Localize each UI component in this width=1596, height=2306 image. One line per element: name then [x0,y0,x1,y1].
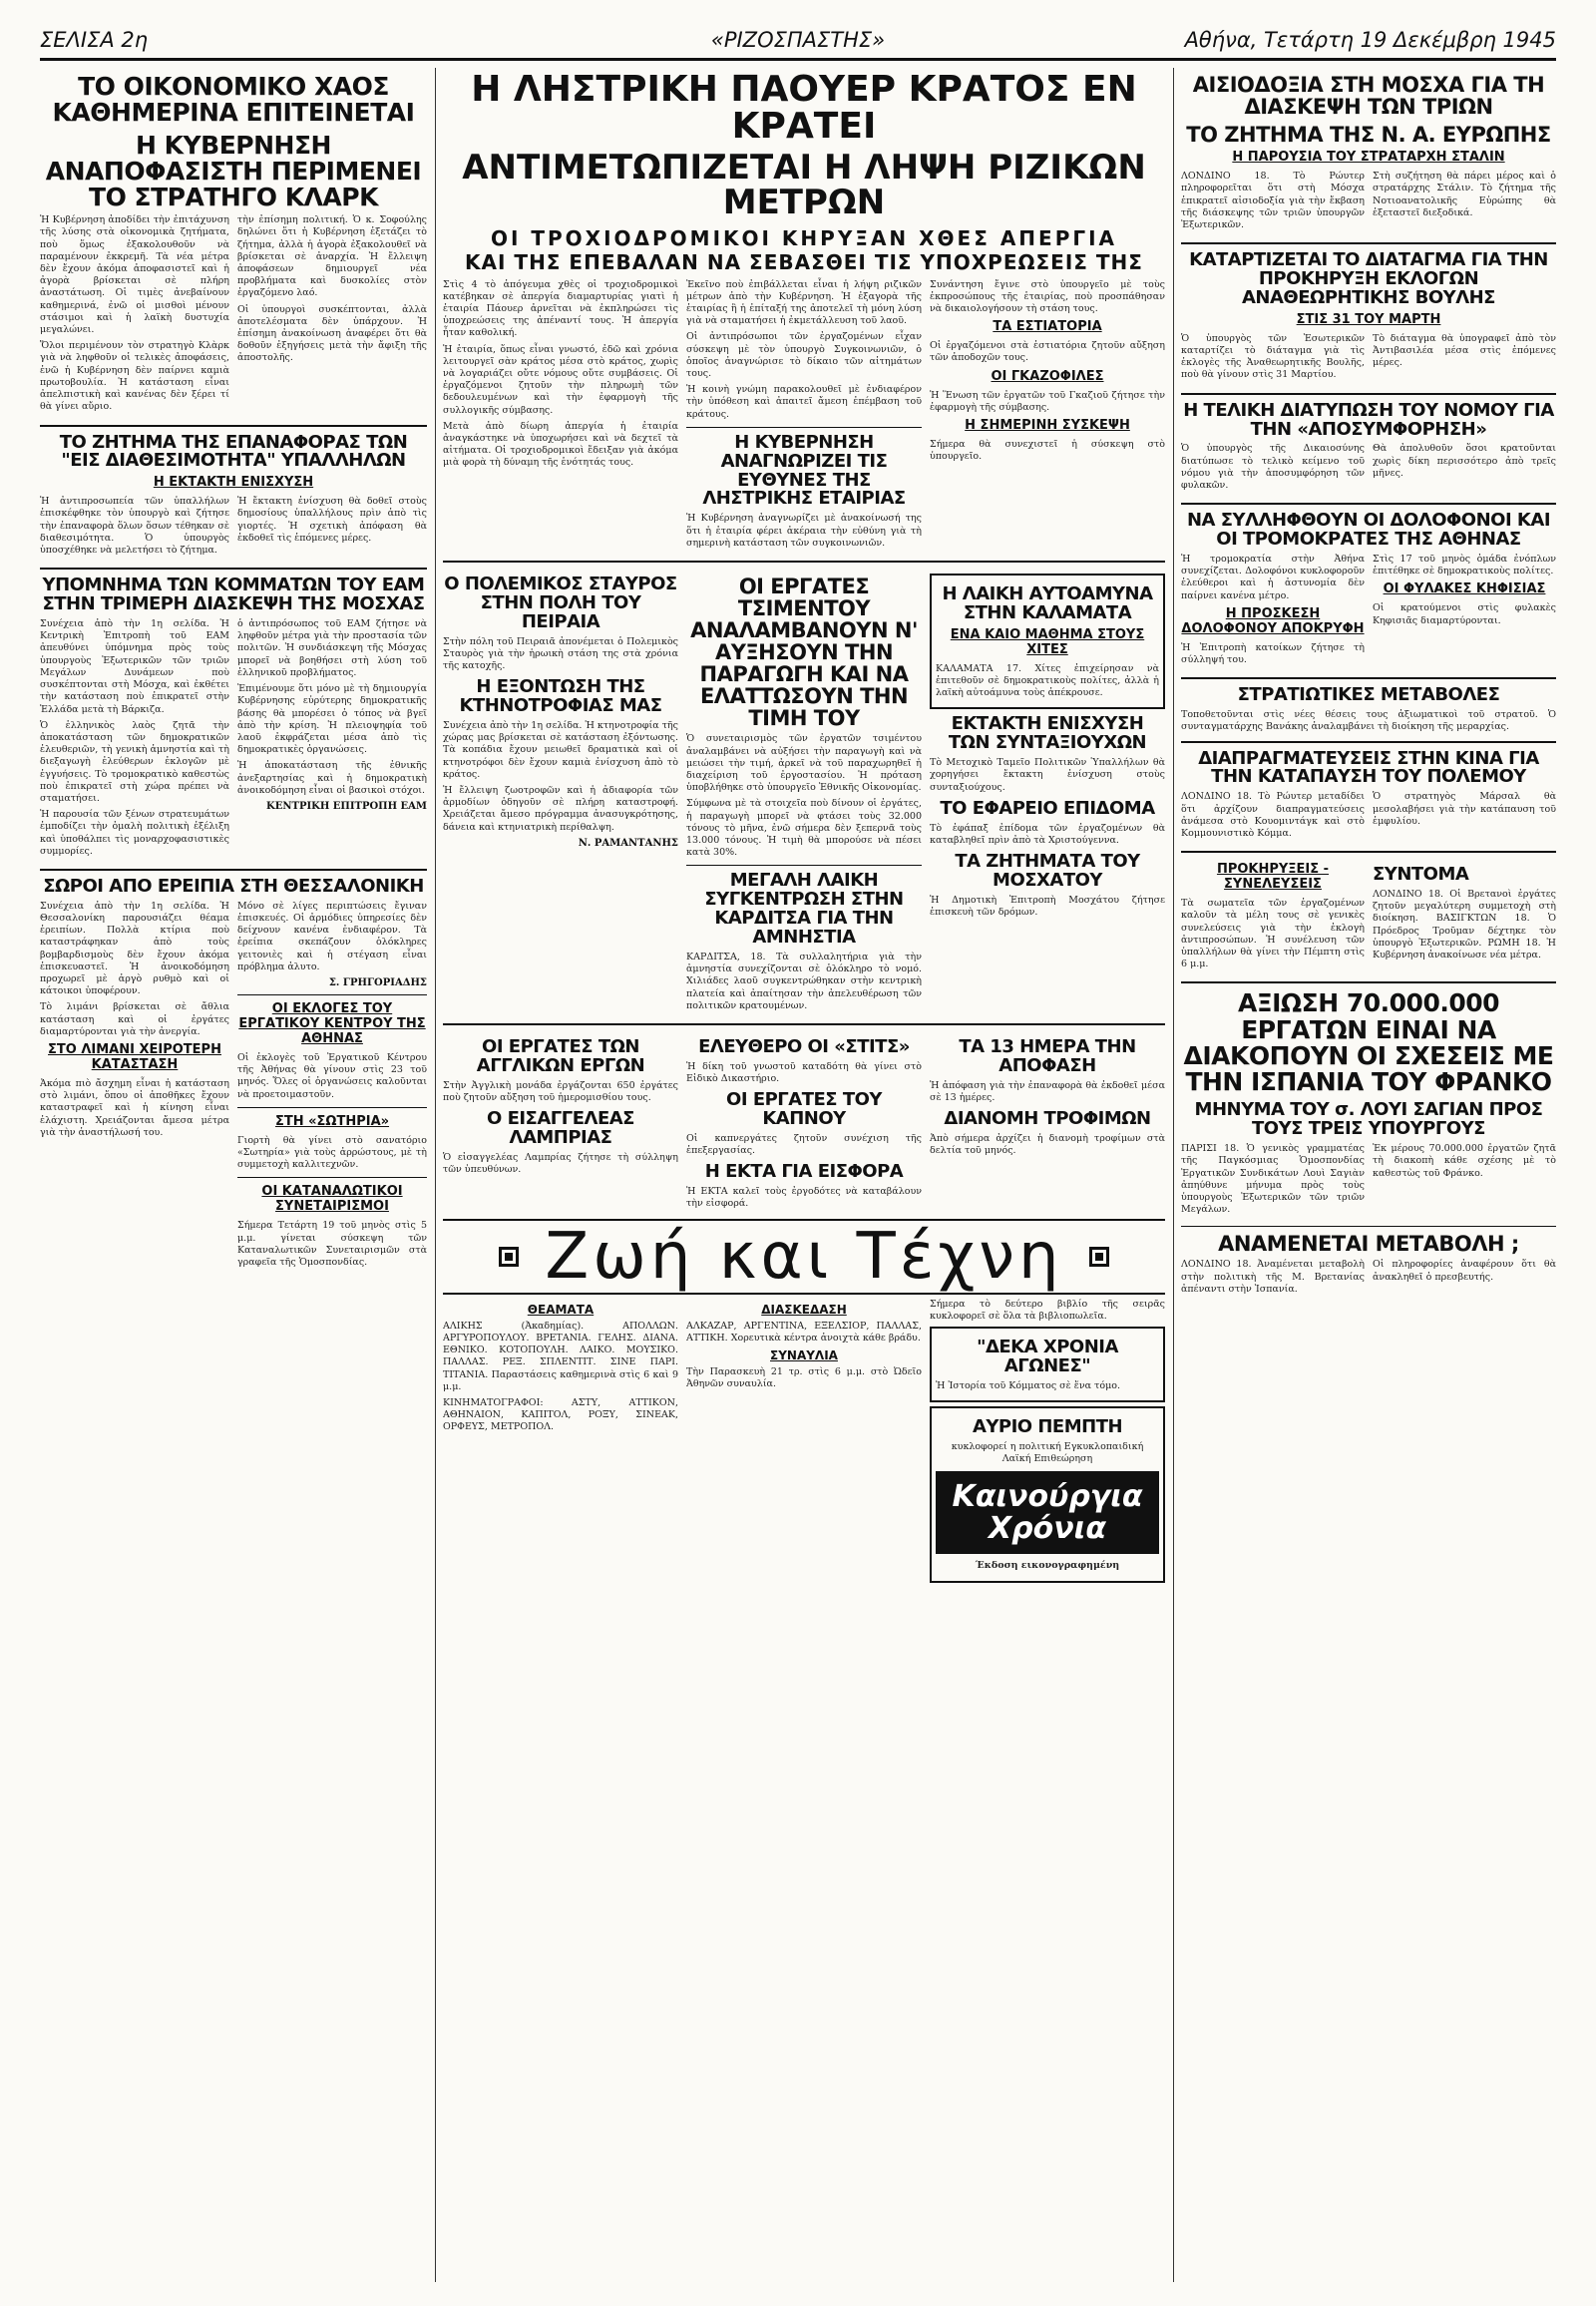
article-text: ΚΙΝΗΜΑΤΟΓΡΑΦΟΙ: ΑΣΤΥ, ΑΤΤΙΚΟΝ, ΑΘΗΝΑΙΟΝ, ΚΑΠΙΤΟΛ, ΡΟΞΥ, ΣΙΝΕΑΚ, ΟΡΦΕΥΣ, ΜΕΤΡΟΠΟΛ. [443,1396,678,1433]
headline-contribution: Η ΕΚΤΑ ΓΙΑ ΕΙΣΦΟΡΑ [704,1161,904,1183]
subheadline-prisons: ΟΙ ΦΥΛΑΚΕΣ ΚΗΦΙΣΙΑΣ [1383,581,1546,597]
section-title: Ζωή και Τέχνη [545,1219,1063,1294]
headline-moscow-optimism: ΑΙΣΙΟΔΟΞΙΑ ΣΤΗ ΜΟΣΧΑ ΓΙΑ ΤΗ ΔΙΑΣΚΕΨΗ ΤΩΝ ΤΡΙΩΝ [1192,73,1545,120]
article-text: Οἱ ἐργαζόμενοι στὰ ἑστιατόρια ζητοῦν αὔξηση τῶν ἀποδοχῶν τους. [930,340,1165,364]
headline-livestock: Η ΕΞΟΝΤΩΣΗ ΤΗΣ ΚΤΗΝΟΤΡΟΦΙΑΣ ΜΑΣ [459,676,662,717]
article-text: Οἱ κρατούμενοι στὶς φυλακὲς Κηφισιᾶς διαμαρτύρονται. [1373,602,1556,626]
subheadline-restaurants: ΤΑ ΕΣΤΙΑΤΟΡΙΑ [993,319,1102,335]
article-text: Γιορτὴ θὰ γίνει στὸ σανατόριο «Σωτηρία» γιὰ τοὺς ἀρρώστους, μὲ τὴ συμμετοχὴ καλλιτεχνῶν. [237,1134,427,1171]
article-text: Ὁ στρατηγὸς Μάρσαλ θὰ μεσολαβήσει γιὰ τὴν κατάπαυση τοῦ ἐμφυλίου. [1373,791,1556,827]
left-column [40,68,427,2286]
subheadline-extra-aid: Η ΕΚΤΑΚΤΗ ΕΝΙΣΧΥΣΗ [153,475,314,491]
article-text: Τὰ σωματεῖα τῶν ἐργαζομένων καλοῦν τὰ μέλη τους σὲ γενικὲς συνελεύσεις γιὰ τὴν ἐκλογὴ ἀντιπροσώπων. Ἡ συνέλευση τῶν ὑπαλλήλων θὰ γίνει τὴν Πέμπτη στὶς 6 μ.μ. [1181,898,1365,970]
headline-obligations: ΚΑΙ ΤΗΣ ΕΠΕΒΑΛΑΝ ΝΑ ΣΕΒΑΣΘΕΙ ΤΙΣ ΥΠΟΧΡΕΩΣΕΙΣ ΤΗΣ [465,250,1143,275]
headline-economic-chaos: ΤΟ ΟΙΚΟΝΟΜΙΚΟ ΧΑΟΣ ΚΑΘΗΜΕΡΙΝΑ ΕΠΙΤΕΙΝΕΤΑΙ [52,72,415,128]
headline-se-europe: ΤΟ ΖΗΤΗΜΑ ΤΗΣ Ν. Α. ΕΥΡΩΠΗΣ [1186,123,1551,148]
subheadline-cooperatives: ΟΙ ΚΑΤΑΝΑΛΩΤΙΚΟΙ ΣΥΝΕΤΑΙΡΙΣΜΟΙ [261,1184,403,1215]
issue-date: Αθήνα, Τετάρτη 19 Δεκέμβρη 1945 [1184,28,1556,52]
article-text: τὴν ἐπίσημη πολιτική. Ὁ κ. Σοφούλης δηλώνει ὅτι ἡ Κυβέρνηση ἐξετάζει τὸ ζήτημα, ἀλλὰ ἡ ἀγορὰ ἐξακολουθεῖ νὰ βρίσκεται σὲ ἀναρχία. Ἡ ἔλλειψη ἀποφάσεων δημιουργεῖ νέα προβλήματα καὶ δυσκολίες στὸν ἐργαζόμενο λαό. [237,214,427,299]
headline-karditsa: ΜΕΓΑΛΗ ΛΑΙΚΗ ΣΥΓΚΕΝΤΡΩΣΗ ΣΤΗΝ ΚΑΡΔΙΤΣΑ ΓΙΑ ΤΗΝ ΑΜΝΗΣΤΙΑ [704,870,904,948]
headline-power-company: Η ΛΗΣΤΡΙΚΗ ΠΑΟΥΕΡ ΚΡΑΤΟΣ ΕΝ ΚΡΑΤΕΙ [471,69,1137,147]
article-text: Συνέχεια ἀπὸ τὴν 1η σελίδα. Ἡ Θεσσαλονίκη παρουσιάζει θέαμα ἐρειπίων. Πολλὰ κτίρια ποὺ καταστράφηκαν ἀπὸ τοὺς βομβαρδισμοὺς δὲν ἔχουν ἀκόμα ἐπισκευαστεῖ. Ἡ ἀνοικοδόμηση προχωρεῖ μὲ ἀργὸ ρυθμὸ καὶ οἱ κάτοικοι ὑποφέρουν. [40,900,229,997]
headline-moschato: ΤΑ ΖΗΤΗΜΑΤΑ ΤΟΥ ΜΟΣΧΑΤΟΥ [955,851,1140,891]
ad-line: ΑΥΡΙΟ ΠΕΜΠΤΗ [972,1416,1123,1438]
article-text: Ὁ ὑπουργὸς τῆς Δικαιοσύνης διατύπωσε τὸ τελικὸ κείμενο τοῦ νόμου γιὰ τὴν ἀποσυμφόρηση τῶν φυλακῶν. [1181,443,1365,492]
headline-kalamata: Η ΛΑΙΚΗ ΑΥΤΟΑΜΥΝΑ ΣΤΗΝ ΚΑΛΑΜΑΤΑ [942,582,1153,623]
headline-government-responsibility: Η ΚΥΒΕΡΝΗΣΗ ΑΝΑΓΝΩΡΙΖΕΙ ΤΙΣ ΕΥΘΥΝΕΣ ΤΗΣ ΛΗΣΤΡΙΚΗΣ ΕΤΑΙΡΙΑΣ [702,431,906,510]
headline-cement-workers: ΟΙ ΕΡΓΑΤΕΣ ΤΣΙΜΕΝΤΟΥ ΑΝΑΛΑΜΒΑΝΟΥΝ Ν' ΑΥΞΗΣΟΥΝ ΤΗΝ ΠΑΡΑΓΩΓΗ ΚΑΙ ΝΑ ΕΛΑΤΤΩΣΟΥΝ ΤΗΝ ΤΙΜΗ ΤΟΥ [690,574,918,731]
article-text: ΑΛΚΑΖΑΡ, ΑΡΓΕΝΤΙΝΑ, ΕΞΕΛΣΙΟΡ, ΠΑΛΛΑΣ, ΑΤΤΙΚΗ. Χορευτικὰ κέντρα ἀνοιχτὰ κάθε βράδυ. [686,1320,922,1344]
article-text: Συνέχεια ἀπὸ τὴν 1η σελίδα. Ἡ κτηνοτροφία τῆς χώρας μας βρίσκεται σὲ κατάσταση ἐξόντωσης. Τὰ κοπάδια ἔχουν μειωθεῖ δραματικὰ καὶ οἱ κτηνοτρόφοι δὲν ἔχουν καμιὰ ἐνίσχυση ἀπὸ τὸ κράτος. [443,720,678,780]
article-text: Ἡ Ἱστορία τοῦ Κόμματος σὲ ἕνα τόμο. [936,1379,1120,1391]
subheadline-meeting: Η ΣΗΜΕΡΙΝΗ ΣΥΣΚΕΨΗ [965,417,1130,433]
center-column [443,68,1165,2286]
article-text: Ἡ δίκη τοῦ γνωστοῦ καταδότη θὰ γίνει στὸ Εἰδικὸ Δικαστήριο. [686,1060,922,1084]
article-text: ΚΑΛΑΜΑΤΑ 17. Χίτες ἐπιχείρησαν νὰ ἐπιτεθοῦν σὲ δημοκρατικοὺς πολίτες, ἀλλὰ ἡ λαϊκὴ αὐτοάμυνα τοὺς ἀπέκρουσε. [936,662,1159,699]
subheadline-sotiria: ΣΤΗ «ΣΩΤΗΡΙΑ» [274,1113,390,1129]
headline-allowance: ΤΟ ΕΦΑΡΕΙΟ ΕΠΙΔΟΜΑ [940,797,1155,819]
headline-election-decree: ΚΑΤΑΡΤΙΖΕΤΑΙ ΤΟ ΔΙΑΤΑΓΜΑ ΓΙΑ ΤΗΝ ΠΡΟΚΗΡΥΞΗ ΕΚΛΟΓΩΝ ΑΝΑΘΕΩΡΗΤΙΚΗΣ ΒΟΥΛΗΣ [1189,249,1548,308]
headline-tobacco: ΟΙ ΕΡΓΑΤΕΣ ΤΟΥ ΚΑΠΝΟΥ [726,1089,882,1130]
article-text: Ἡ Κυβέρνηση ἀποδίδει τὴν ἐπιτάχυνση τῆς λύσης στὰ οἰκονομικὰ ζητήματα, ποὺ ὅμως ἐξακολουθοῦν νὰ παραμένουν ἐκκρεμῆ. Τὰ νέα μέτρα δὲν ἔχουν ἀκόμα ἀποφασιστεῖ καὶ ἡ ἀγορὰ βρίσκεται σὲ πλήρη ἀναστάτωση. Οἱ τιμὲς ἀνεβαίνουν καθημερινά, ἐνῶ οἱ μισθοὶ μένουν στάσιμοι καὶ ἡ λαϊκὴ δυστυχία μεγαλώνει. [40,214,229,336]
section-banner-life-and-art [443,1219,1165,1295]
headline-radical-measures: ΑΝΤΙΜΕΤΩΠΙΖΕΤΑΙ Η ΛΗΨΗ ΡΙΖΙΚΩΝ ΜΕΤΡΩΝ [462,148,1146,223]
box-ten-years [930,1327,1165,1402]
article-text: Ἐπιμένουμε ὅτι μόνο μὲ τὴ δημιουργία Κυβέρνησης εὐρύτερης δημοκρατικῆς βάσης θὰ μπορέσει ὁ τόπος νὰ βγεῖ ἀπὸ τὴν κρίση. Ἡ πλειοψηφία τοῦ λαοῦ ἐκφράζεται μέσα ἀπὸ τὶς δημοκρατικὲς ὀργανώσεις. [237,683,427,756]
headline-franco-spain: ΑΞΙΩΣΗ 70.000.000 ΕΡΓΑΤΩΝ ΕΙΝΑΙ ΝΑ ΔΙΑΚΟΠΟΥΝ ΟΙ ΣΧΕΣΕΙΣ ΜΕ ΤΗΝ ΙΣΠΑΝΙΑ ΤΟΥ ΦΡΑΝΚΟ [1183,988,1554,1097]
article-text: Ὅλοι περιμένουν τὸν στρατηγὸ Κλὰρκ γιὰ νὰ ληφθοῦν οἱ τελικὲς ἀποφάσεις, ἐνῶ ἡ Κυβέρνηση δὲν παίρνει καμιὰ πρωτοβουλία. Ἡ κατάσταση εἶναι ἀπελπιστικὴ καὶ κανένας δὲν ξέρει τί θὰ γίνει αὔριο. [40,340,229,413]
headline-china: ΔΙΑΠΡΑΓΜΑΤΕΥΣΕΙΣ ΣΤΗΝ ΚΙΝΑ ΓΙΑ ΤΗΝ ΚΑΤΑΠΑΥΣΗ ΤΟΥ ΠΟΛΕΜΟΥ [1198,747,1539,788]
subheadline-kalamata: ΕΝΑ ΚΑΙΟ ΜΑΘΗΜΑ ΣΤΟΥΣ ΧΙΤΕΣ [950,626,1145,657]
subheadline-port: ΣΤΟ ΛΙΜΑΝΙ ΧΕΙΡΟΤΕΡΗ ΚΑΤΑΣΤΑΣΗ [48,1042,221,1073]
headline-government: Η ΚΥΒΕΡΝΗΣΗ ΑΝΑΠΟΦΑΣΙΣΤΗ ΠΕΡΙΜΕΝΕΙ ΤΟ ΣΤΡΑΤΗΓΟ ΚΛΑΡΚ [45,130,422,211]
subheadline-theatres: ΘΕΑΜΑΤΑ [527,1302,595,1317]
page-number: ΣΕΛΙΣΑ 2η [40,28,149,52]
box-new-years-magazine [930,1406,1165,1583]
newspaper-title: «ΡΙΖΟΣΠΑΣΤΗΣ» [710,28,886,52]
article-text: Οἱ ἀντιπρόσωποι τῶν ἐργαζομένων εἶχαν σύσκεψη μὲ τὸν ὑπουργὸ Συγκοινωνιῶν, ὁ ὁποῖος ἀναγνώρισε τὸ δίκαιο τῶν αἰτημάτων τους. [686,331,922,379]
headline-briefly: ΣΥΝΤΟΜΑ [1373,864,1469,886]
headline-pensioners: ΕΚΤΑΚΤΗ ΕΝΙΣΧΥΣΗ ΤΩΝ ΣΥΝΤΑΞΙΟΥΧΩΝ [948,713,1147,754]
subheadline-stalin: Η ΠΑΡΟΥΣΙΑ ΤΟΥ ΣΤΡΑΤΑΡΧΗ ΣΤΑΛΙΝ [1232,150,1505,166]
article-text: Οἱ καπνεργάτες ζητοῦν συνέχιση τῆς ἐπεξεργασίας. [686,1132,922,1157]
article-text: ΛΟΝΔΙΝΟ 18. Τὸ Ρώυτερ μεταδίδει ὅτι ἀρχίζουν διαπραγματεύσεις ἀνάμεσα στὸ Κουομιντάγκ καὶ στὸ Κομμουνιστικὸ Κόμμα. [1181,791,1365,839]
headline-eam-memorandum: ΥΠΟΜΝΗΜΑ ΤΩΝ ΚΟΜΜΑΤΩΝ ΤΟΥ ΕΑΜ ΣΤΗΝ ΤΡΙΜΕΡΗ ΔΙΑΣΚΕΨΗ ΤΗΣ ΜΟΣΧΑΣ [42,575,425,615]
box-kalamata [930,574,1165,709]
article-text: Σήμερα Τετάρτη 19 τοῦ μηνὸς στὶς 5 μ.μ. γίνεται σύσκεψη τῶν Καταναλωτικῶν Συνεταιρισμῶν στὰ γραφεῖα τῆς Ὁμοσπονδίας. [237,1220,427,1269]
article-text: ὁ ἀντιπρόσωπος τοῦ ΕΑΜ ζήτησε νὰ ληφθοῦν μέτρα γιὰ τὴν προστασία τῶν πολιτῶν. Ἡ συνδιάσκεψη τῆς Μόσχας μπορεῖ νὰ βοηθήσει στὴ λύση τοῦ ἑλληνικοῦ προβλήματος. [237,618,427,678]
headline-military-changes: ΣΤΡΑΤΙΩΤΙΚΕΣ ΜΕΤΑΒΟΛΕΣ [1237,684,1500,706]
ad-footer: Έκδοση εικονογραφημένη [975,1560,1120,1572]
article-text: Τὸ Μετοχικὸ Ταμεῖο Πολιτικῶν Ὑπαλλήλων θὰ χορηγήσει ἔκτακτη ἐνίσχυση στοὺς συνταξιούχους. [930,757,1165,793]
article-text: ΑΛΙΚΗΣ (Ἀκαδημίας). ΑΠΟΛΛΩΝ. ΑΡΓΥΡΟΠΟΥΛΟΥ. ΒΡΕΤΑΝΙΑ. ΓΕΛΗΣ. ΔΙΑΝΑ. ΕΘΝΙΚΟ. ΚΟΤΟΠΟΥΛΗ. ΛΑΙΚΟ. ΜΟΥΣΙΚΟ. ΠΑΛΛΑΣ. ΡΕΞ. ΣΠΛΕΝΤΙΤ. ΣΙΝΕ ΠΑΡΙ. ΤΙΤΑΝΙΑ. Παραστάσεις καθημερινὰ στὶς 6 καὶ 9 μ.μ. [443,1320,678,1392]
headline-murderers: ΝΑ ΣΥΛΛΗΦΘΟΥΝ ΟΙ ΔΟΛΟΦΟΝΟΙ ΚΑΙ ΟΙ ΤΡΟΜΟΚΡΑΤΕΣ ΤΗΣ ΑΘΗΝΑΣ [1186,510,1551,551]
subheadline-killer: Η ΠΡΟΣΚΕΣΗ ΔΟΛΟΦΟΝΟΥ ΑΠΟΚΡΥΦΗ [1181,605,1365,636]
article-text: Ἐκεῖνο ποὺ ἐπιβάλλεται εἶναι ἡ λήψη ριζικῶν μέτρων ἀπὸ τὴν Κυβέρνηση. Ἡ ἐξαγορὰ τῆς ἑταιρίας ἢ ἡ ἐπίταξή της ἀποτελεῖ τὴ μόνη λύση γιὰ νὰ σταματήσει ἡ ἐκμετάλλευση τοῦ λαοῦ. [686,278,922,327]
headline-stitch: ΕΛΕΥΘΕΡΟ ΟΙ «ΣΤΙΤΣ» [698,1035,910,1057]
ad-description: κυκλοφορεί η πολιτική Εγκυκλοπαιδική Λαϊκή Επιθεώρηση [951,1440,1144,1465]
article-text: Ἡ ἀποκατάσταση τῆς ἐθνικῆς ἀνεξαρτησίας καὶ ἡ δημοκρατικὴ ἀνοικοδόμηση εἶναι οἱ βασικοὶ στόχοι. [237,760,427,796]
article-text: Ἡ ἀντιπροσωπεία τῶν ὑπαλλήλων ἐπισκέφθηκε τὸν ὑπουργὸ καὶ ζήτησε τὴν ἐπαναφορὰ ὅλων ὅσων τέθηκαν σὲ διαθεσιμότητα. Ὁ ὑπουργὸς ὑποσχέθηκε νὰ μελετήσει τὸ ζήτημα. [40,496,229,557]
article-text: Ἡ τρομοκρατία στὴν Ἀθήνα συνεχίζεται. Δολοφόνοι κυκλοφοροῦν ἐλεύθεροι καὶ ἡ ἀστυνομία δὲν παίρνει κανένα μέτρο. [1181,554,1365,601]
article-text: Μόνο σὲ λίγες περιπτώσεις ἔγιναν ἐπισκευές. Οἱ ἀρμόδιες ὑπηρεσίες δὲν δείχνουν κανένα ἐνδιαφέρον. Τὰ ἐρείπια σκεπάζουν ὁλόκληρες γειτονιὲς καὶ ἡ στέγαση εἶναι πρόβλημα ἀλυτο. [237,900,427,972]
headline-prosecutor: Ο ΕΙΣΑΓΓΕΛΕΑΣ ΛΑΜΠΡΙΑΣ [487,1108,634,1148]
signature: Σ. ΓΡΗΓΟΡΙΑΔΗΣ [328,977,427,989]
subheadline-gas: ΟΙ ΓΚΑΖΟΦΙΛΕΣ [991,368,1104,384]
article-text: Στὴν πόλη τοῦ Πειραιᾶ ἀπονέμεται ὁ Πολεμικὸς Σταυρὸς γιὰ τὴν ἡρωικὴ στάση της στὰ χρόνια τῆς κατοχῆς. [443,635,678,672]
article-text: Σήμερα θὰ συνεχιστεῖ ἡ σύσκεψη στὸ ὑπουργεῖο. [930,438,1165,463]
article-text: Ὁ εἰσαγγελέας Λαμπρίας ζήτησε τὴ σύλληψη τῶν ὑπευθύνων. [443,1151,678,1176]
article-text: Ἡ ΕΚΤΑ καλεῖ τοὺς ἐργοδότες νὰ καταβάλουν τὴν εἰσφορά. [686,1186,922,1210]
article-text: Ὁ συνεταιρισμὸς τῶν ἐργατῶν τσιμέντου ἀναλαμβάνει νὰ αὐξήσει τὴν παραγωγὴ καὶ νὰ μειώσει τὴν τιμή, ἀρκεῖ νὰ τοῦ παραχωρηθεῖ ἡ διαχείριση τοῦ ἐργοστασίου. Ἡ πρόταση ὑποβλήθηκε στὸ ὑπουργεῖο Ἐθνικῆς Οἰκονομίας. [686,733,922,794]
signature: Ν. ΡΑΜΑΝΤΑΝΗΣ [578,837,678,849]
article-text: ΛΟΝΔΙΝΟ 18. Τὸ Ρώυτερ πληροφορεῖται ὅτι στὴ Μόσχα ἐπικρατεῖ αἰσιοδοξία γιὰ τὴν ἔκβαση τῆς διάσκεψης τῶν τριῶν ὑπουργῶν Ἐξωτερικῶν. [1181,171,1365,230]
article-text: Στὶς 17 τοῦ μηνὸς ὁμάδα ἐνόπλων ἐπιτέθηκε σὲ δημοκρατικοὺς πολίτες. [1373,554,1556,577]
headline-tram-strike: ΟΙ ΤΡΟΧΙΟΔΡΟΜΙΚΟΙ ΚΗΡΥΞΑΝ ΧΘΕΣ ΑΠΕΡΓΙΑ [490,225,1118,250]
article-text: Ὁ ἑλληνικὸς λαὸς ζητᾶ τὴν ἀποκατάσταση τῶν δημοκρατικῶν ἐλευθεριῶν, τὴ γενικὴ ἀμνηστία καὶ τὴ διεξαγωγὴ ἐλεύθερων ἐκλογῶν μὲ ἐγγυήσεις. Τὸ τρομοκρατικὸ καθεστὼς ποὺ ἐπικρατεῖ στὴ χώρα πρέπει νὰ σταματήσει. [40,719,229,804]
article-text: Ἡ ἔλλειψη ζωοτροφῶν καὶ ἡ ἀδιαφορία τῶν ἀρμοδίων ὁδηγοῦν σὲ πλήρη καταστροφή. Χρειάζεται ἄμεσο πρόγραμμα ἀνασυγκρότησης, δάνεια καὶ κτηνιατρικὴ περίθαλψη. [443,785,678,833]
article-text: ΚΑΡΔΙΤΣΑ, 18. Τὰ συλλαλητήρια γιὰ τὴν ἀμνηστία συνεχίζονται σὲ ὁλόκληρο τὸ νομό. Χιλιάδες λαοῦ συγκεντρώθηκαν στὴν κεντρικὴ πλατεία καὶ ἀπαίτησαν τὴν ἀπελευθέρωση τῶν πολιτικῶν κρατουμένων. [686,951,922,1011]
article-text: Ἡ Ἕνωση τῶν ἐργατῶν τοῦ Γκαζιοῦ ζήτησε τὴν ἐφαρμογὴ τῆς σύμβασης. [930,389,1165,413]
article-text: Ὁ ὑπουργὸς τῶν Ἐσωτερικῶν καταρτίζει τὸ διάταγμα γιὰ τὶς ἐκλογὲς τῆς Ἀναθεωρητικῆς Βουλῆς, ποὺ θὰ γίνουν στὶς 31 Μαρτίου. [1181,332,1365,381]
article-text: ΛΟΝΔΙΝΟ 18. Ἀναμένεται μεταβολὴ στὴν πολιτικὴ τῆς Μ. Βρετανίας ἀπέναντι στὴν Ἰσπανία. [1181,1259,1365,1295]
article-text: Ἡ ἀπόφαση γιὰ τὴν ἐπαναφορὰ θὰ ἐκδοθεῖ μέσα σὲ 13 ἡμέρες. [930,1079,1165,1103]
headline-change-expected: ΑΝΑΜΕΝΕΤΑΙ ΜΕΤΑΒΟΛΗ ; [1218,1232,1519,1257]
article-text: Σύμφωνα μὲ τὰ στοιχεῖα ποὺ δίνουν οἱ ἐργάτες, ἡ παραγωγὴ μπορεῖ νὰ φτάσει τοὺς 32.000 τόνους τὸ μῆνα, ἐνῶ σήμερα δὲν ξεπερνᾶ τοὺς 13.000 τόνους. Ἡ τιμὴ θὰ μπορούσε νὰ πέσει κατὰ 30%. [686,798,922,859]
article-text: Τὸ ἐφάπαξ ἐπίδομα τῶν ἐργαζομένων θὰ καταβληθεῖ πρὶν ἀπὸ τὰ Χριστούγεννα. [930,822,1165,846]
article-text: Συνέχεια ἀπὸ τὴν 1η σελίδα. Ἡ Κεντρικὴ Ἐπιτροπὴ τοῦ ΕΑΜ ἀπευθύνει ὑπόμνημα πρὸς τοὺς ὑπουργοὺς Ἐξωτερικῶν τῶν τριῶν Μεγάλων Δυνάμεων ποὺ συσκέπτονται στὴ Μόσχα, καὶ ἐκθέτει τὴν κατάσταση ποὺ ἐπικρατεῖ στὴν Ἑλλάδα μετὰ τὴ Βάρκιζα. [40,618,229,715]
headline-war-cross: Ο ΠΟΛΕΜΙΚΟΣ ΣΤΑΥΡΟΣ ΣΤΗΝ ΠΟΛΗ ΤΟΥ ΠΕΙΡΑΙΑ [444,573,677,632]
headline-civil-servants: ΤΟ ΖΗΤΗΜΑ ΤΗΣ ΕΠΑΝΑΦΟΡΑΣ ΤΩΝ "ΕΙΣ ΔΙΑΘΕΣΙΜΟΤΗΤΑ" ΥΠΑΛΛΗΛΩΝ [59,431,408,472]
article-text: Οἱ ἐκλογὲς τοῦ Ἐργατικοῦ Κέντρου τῆς Ἀθήνας θὰ γίνουν στὶς 23 τοῦ μηνός. Ὅλες οἱ ὀργανώσεις καλοῦνται νὰ προετοιμαστοῦν. [237,1052,427,1100]
article-text: Ἡ κοινὴ γνώμη παρακολουθεῖ μὲ ἐνδιαφέρον τὴν ὑπόθεση καὶ ἀπαιτεῖ ἄμεση ἐπέμβαση τοῦ κράτους. [686,384,922,420]
column-divider [1173,68,1174,2282]
article-text: ΛΟΝΔΙΝΟ 18. Οἱ Βρετανοὶ ἐργάτες ζητοῦν μεγαλύτερη συμμετοχὴ στὴ διοίκηση. ΒΑΣΙΓΚΤΩΝ 18. Ὁ Πρόεδρος Τροῦμαν δέχτηκε τὸν ὑπουργὸ Ἐξωτερικῶν. ΡΩΜΗ 18. Ἡ Κυβέρνηση ἀνακοίνωσε νέα μέτρα. [1373,889,1556,961]
article-text: Στὴ συζήτηση θὰ πάρει μέρος καὶ ὁ στρατάρχης Στάλιν. Τὸ ζήτημα τῆς Νοτιοανατολικῆς Εὐρώπης θὰ ἐξεταστεῖ διεξοδικά. [1373,171,1556,218]
subheadline-elections: ΟΙ ΕΚΛΟΓΕΣ ΤΟΥ ΕΡΓΑΤΙΚΟΥ ΚΕΝΤΡΟΥ ΤΗΣ ΑΘΗΝΑΣ [238,1001,426,1047]
article-text: Ἡ ἔκτακτη ἐνίσχυση θὰ δοθεῖ στοὺς δημοσίους ὑπαλλήλους πρὶν ἀπὸ τὶς γιορτές. Ἡ σχετικὴ ἀπόφαση θὰ ἐκδοθεῖ τὶς ἑπόμενες μέρες. [237,496,427,544]
article-text: Ἐκ μέρους 70.000.000 ἐργατῶν ζητᾶ τὴ διακοπὴ κάθε σχέσης μὲ τὸ καθεστὼς τοῦ Φράνκο. [1373,1143,1556,1179]
article-text: Τὸ λιμάνι βρίσκεται σὲ ἄθλια κατάσταση καὶ οἱ ἐργάτες διαμαρτύρονται γιὰ τὴν ἀνεργία. [40,1001,229,1037]
article-text: Τοποθετοῦνται στὶς νέες θέσεις τους ἀξιωματικοὶ τοῦ στρατοῦ. Ὁ συνταγματάρχης Βανάκης ἀναλαμβάνει τὴ διοίκηση τῆς μεραρχίας. [1181,709,1556,733]
article-text: Μετὰ ἀπὸ δίωρη ἀπεργία ἡ ἑταιρία ἀναγκάστηκε νὰ ὑποχωρήσει καὶ νὰ δεχτεῖ τὰ αἰτήματα. Οἱ τροχιοδρομικοὶ ἔδειξαν γιὰ ἀκόμα μιὰ φορὰ τὴ δύναμη τῆς ἑνότητάς τους. [443,420,678,469]
subheadline-entertainment: ΔΙΑΣΚΕΔΑΣΗ [761,1302,847,1317]
article-text: Ἡ Κυβέρνηση ἀναγνωρίζει μὲ ἀνακοίνωσή της ὅτι ἡ ἑταιρία φέρει ἀκέραια τὴν εὐθύνη γιὰ τὴ σημερινὴ κατάσταση τῶν συγκοινωνιῶν. [686,513,922,549]
right-column [1181,68,1556,2286]
article-text: Τὸ διάταγμα θὰ ὑπογραφεῖ ἀπὸ τὸν Ἀντιβασιλέα μέσα στὶς ἑπόμενες μέρες. [1373,332,1556,369]
masthead [40,22,1556,62]
article-text: Στὶς 4 τὸ ἀπόγευμα χθὲς οἱ τροχιοδρομικοὶ κατέβηκαν σὲ ἀπεργία διαμαρτυρίας γιατὶ ἡ ἑταιρία Πάουερ ἀρνεῖται νὰ ἐκπληρώσει τὶς ὑποχρεώσεις της ἀπέναντί τους. Ἡ ἀπεργία ἦταν καθολική. [443,278,678,339]
article-text: ΠΑΡΙΣΙ 18. Ὁ γενικὸς γραμματέας τῆς Παγκόσμιας Ὁμοσπονδίας Ἐργατικῶν Συνδικάτων Λουὶ Σαγιὰν ἀπηύθυνε μήνυμα πρὸς τοὺς ὑπουργοὺς Ἐξωτερικῶν τῶν τριῶν Μεγάλων. [1181,1143,1365,1216]
article-text: Συνάντηση ἔγινε στὸ ὑπουργεῖο μὲ τοὺς ἐκπροσώπους τῆς ἑταιρίας, ποὺ προσπάθησαν νὰ δικαιολογήσουν τὴ στάση τους. [930,278,1165,314]
subheadline-announcements: ΠΡΟΚΗΡΥΞΕΙΣ - ΣΥΝΕΛΕΥΣΕΙΣ [1216,862,1330,893]
square-ornament-icon [499,1247,519,1267]
article-text: Οἱ πληροφορίες ἀναφέρουν ὅτι θὰ ἀνακληθεῖ ὁ πρεσβευτής. [1373,1259,1556,1283]
signature: ΚΕΝΤΡΙΚΗ ΕΠΙΤΡΟΠΗ ΕΑΜ [266,800,427,812]
article-text: Ἡ παρουσία τῶν ξένων στρατευμάτων ἐμποδίζει τὴν ὁμαλὴ πολιτικὴ ἐξέλιξη καὶ ὑποθάλπει τὶς μοναρχοφασιστικὲς συμμορίες. [40,809,229,857]
article-text: Οἱ ὑπουργοὶ συσκέπτονται, ἀλλὰ ἀποτελέσματα δὲν ὑπάρχουν. Ἡ ἐπίσημη ἀνακοίνωση ἀναφέρει ὅτι θὰ δοθοῦν ἐξηγήσεις μετὰ τὴν ἄφιξη τῆς ἀποστολῆς. [237,303,427,364]
article-text: Ἡ Δημοτικὴ Ἐπιτροπὴ Μοσχάτου ζήτησε ἐπισκευὴ τῶν δρόμων. [930,894,1165,919]
article-text: Ἡ Ἐπιτροπὴ κατοίκων ζήτησε τὴ σύλληψή του. [1181,641,1365,666]
article-text: Σήμερα τὸ δεύτερο βιβλίο τῆς σειρᾶς κυκλοφορεῖ σὲ ὅλα τὰ βιβλιοπωλεῖα. [930,1298,1165,1322]
headline-food-distribution: ΔΙΑΝΟΜΗ ΤΡΟΦΙΜΩΝ [944,1108,1151,1130]
subheadline-march: ΣΤΙΣ 31 ΤΟΥ ΜΑΡΤΗ [1296,311,1441,327]
article-text: Στὴν Ἀγγλικὴ μονάδα ἐργάζονται 650 ἐργάτες ποὺ ζητοῦν αὔξηση τοῦ ἡμερομισθίου τους. [443,1079,678,1103]
headline-thessaloniki: ΣΩΡΟΙ ΑΠΟ ΕΡΕΙΠΙΑ ΣΤΗ ΘΕΣΣΑΛΟΝΙΚΗ [43,875,424,897]
article-text: Ἡ ἑταιρία, ὅπως εἶναι γνωστό, ἐδῶ καὶ χρόνια λειτουργεῖ σὰν κράτος μέσα στὸ κράτος, χωρὶς νὰ λογαριάζει οὔτε νόμους οὔτε συμβάσεις. Οἱ ἐργαζόμενοι ζητοῦν τὴν πληρωμὴ τῶν δεδουλευμένων καὶ τὴν ἐφαρμογὴ τῆς συλλογικῆς σύμβασης. [443,343,678,416]
article-text: Ἀκόμα πιὸ ἄσχημη εἶναι ἡ κατάσταση στὸ λιμάνι, ὅπου οἱ ἀποθῆκες ἔχουν καταστραφεῖ καὶ ἡ κίνηση εἶναι ἐλάχιστη. Χρειάζονται ἄμεσα μέτρα γιὰ τὴν ἀναστήλωσή του. [40,1078,229,1138]
masthead-rule [40,58,1556,61]
magazine-title: Καινούργια Χρόνια [936,1471,1159,1554]
article-text: Ἀπὸ σήμερα ἀρχίζει ἡ διανομὴ τροφίμων στὰ δελτία τοῦ μηνός. [930,1132,1165,1157]
subheadline-concert: ΣΥΝΑΥΛΙΑ [770,1348,838,1363]
article-text: Θὰ ἀπολυθοῦν ὅσοι κρατοῦνται χωρὶς δίκη περισσότερο ἀπὸ τρεῖς μῆνες. [1373,443,1556,479]
headline-english-works: ΟΙ ΕΡΓΑΤΕΣ ΤΩΝ ΑΓΓΛΙΚΩΝ ΕΡΓΩΝ [476,1035,645,1076]
square-ornament-icon [1089,1247,1109,1267]
headline-decision: ΤΑ 13 ΗΜΕΡΑ ΤΗΝ ΑΠΟΦΑΣΗ [959,1035,1136,1076]
book-title: "ΔΕΚΑ ΧΡΟΝΙΑ ΑΓΩΝΕΣ" [977,1337,1118,1376]
column-divider [435,68,436,2282]
headline-saillant-message: ΜΗΝΥΜΑ ΤΟΥ σ. ΛΟΥΙ ΣΑΓΙΑΝ ΠΡΟΣ ΤΟΥΣ ΤΡΕΙΣ ΥΠΟΥΡΓΟΥΣ [1194,1099,1543,1140]
headline-decongestion-law: Η ΤΕΛΙΚΗ ΔΙΑΤΥΠΩΣΗ ΤΟΥ ΝΟΜΟΥ ΓΙΑ ΤΗΝ «ΑΠΟΣΥΜΦΟΡΗΣΗ» [1183,399,1554,440]
article-text: Τὴν Παρασκευὴ 21 τρ. στὶς 6 μ.μ. στὸ Ὠδεῖο Ἀθηνῶν συναυλία. [686,1366,922,1390]
